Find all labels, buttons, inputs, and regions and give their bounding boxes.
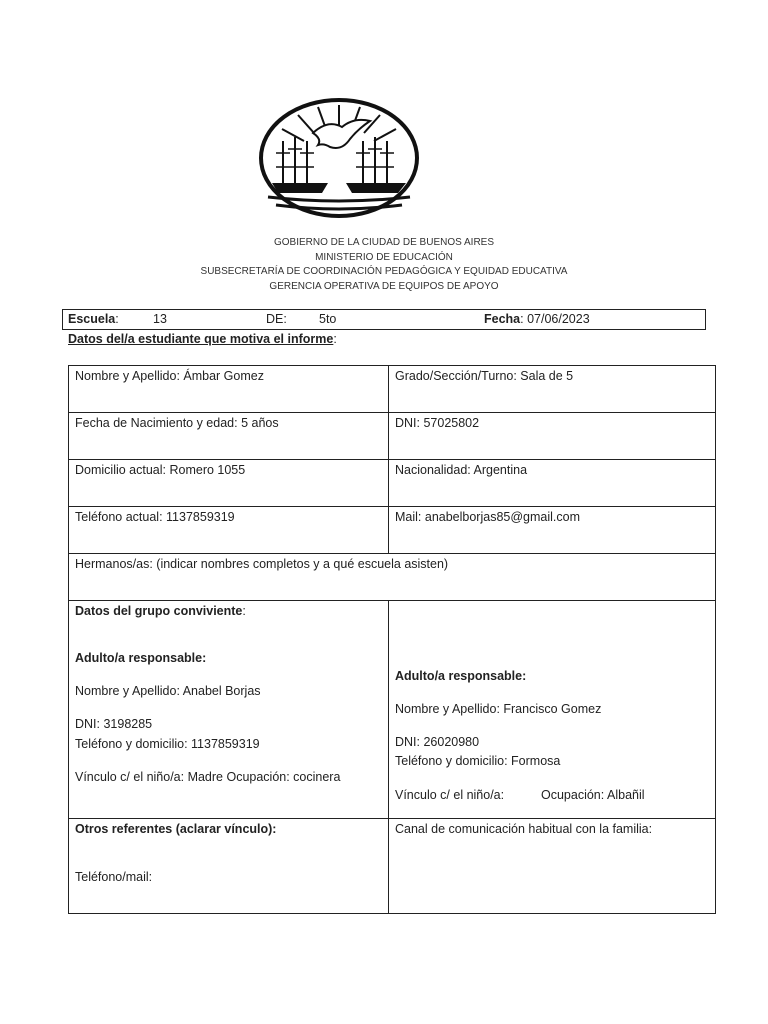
mail-text: Mail: anabelborjas85@gmail.com bbox=[395, 510, 580, 524]
school-info-box bbox=[62, 309, 706, 330]
table-row bbox=[69, 413, 716, 460]
group-title: Datos del grupo conviviente: bbox=[75, 604, 246, 618]
telefono-cell bbox=[69, 507, 389, 554]
group-title-text: Datos del grupo conviviente bbox=[75, 604, 243, 618]
student-data-table bbox=[68, 365, 716, 914]
dni-text: DNI: 57025802 bbox=[395, 416, 480, 430]
hermanos-cell bbox=[69, 554, 716, 601]
de-label: DE: bbox=[266, 312, 287, 326]
group-adult1-cell bbox=[69, 601, 389, 819]
coat-of-arms-icon bbox=[258, 97, 420, 219]
domicilio-cell bbox=[69, 460, 389, 507]
adult1-telefono: Teléfono y domicilio: 1137859319 bbox=[75, 737, 260, 751]
adult1-dni: DNI: 3198285 bbox=[75, 717, 153, 731]
otros-title: Otros referentes (aclarar vínculo): bbox=[75, 822, 277, 836]
nombre-cell bbox=[69, 366, 389, 413]
table-row bbox=[69, 366, 716, 413]
adult1-label: Adulto/a responsable: bbox=[75, 651, 207, 665]
adult2-nombre: Nombre y Apellido: Francisco Gomez bbox=[395, 702, 602, 716]
section-title: Datos del/a estudiante que motiva el informe: bbox=[68, 332, 337, 346]
domicilio-text: Domicilio actual: Romero 1055 bbox=[75, 463, 246, 477]
group-adult2-cell bbox=[389, 601, 716, 819]
nacimiento-text: Fecha de Nacimiento y edad: 5 años bbox=[75, 416, 279, 430]
escuela-label: Escuela bbox=[68, 312, 116, 326]
header-line-gerencia: GERENCIA OPERATIVA DE EQUIPOS DE APOYO bbox=[269, 280, 499, 292]
de-value: 5to bbox=[319, 312, 337, 326]
adult2-dni: DNI: 26020980 bbox=[395, 735, 480, 749]
fecha-field: Fecha: 07/06/2023 bbox=[484, 312, 590, 326]
header-line-ministerio: MINISTERIO DE EDUCACIÓN bbox=[315, 251, 453, 263]
grado-cell bbox=[389, 366, 716, 413]
section-title-text: Datos del/a estudiante que motiva el informe bbox=[68, 332, 334, 346]
nacionalidad-cell bbox=[389, 460, 716, 507]
mail-cell bbox=[389, 507, 716, 554]
hermanos-text: Hermanos/as: (indicar nombres completos y a qué escuela asisten) bbox=[75, 557, 449, 571]
adult1-vinculo: Vínculo c/ el niño/a: Madre Ocupación: cocinera bbox=[75, 770, 341, 784]
telefono-text: Teléfono actual: 1137859319 bbox=[75, 510, 235, 524]
grado-text: Grado/Sección/Turno: Sala de 5 bbox=[395, 369, 574, 383]
telefono-mail-label: Teléfono/mail: bbox=[75, 870, 153, 884]
table-row bbox=[69, 819, 716, 914]
table-row bbox=[69, 601, 716, 819]
nacionalidad-text: Nacionalidad: Argentina bbox=[395, 463, 528, 477]
header-line-subsecretaria: SUBSECRETARÍA DE COORDINACIÓN PEDAGÓGICA Y EQUIDAD EDUCATIVA bbox=[200, 266, 568, 277]
escuela-value: 13 bbox=[153, 312, 167, 326]
table-row bbox=[69, 507, 716, 554]
dni-cell bbox=[389, 413, 716, 460]
fecha-label: Fecha bbox=[484, 312, 521, 326]
canal-cell bbox=[389, 819, 716, 914]
otros-referentes-cell bbox=[69, 819, 389, 914]
table-row bbox=[69, 554, 716, 601]
fecha-value: 07/06/2023 bbox=[527, 312, 590, 326]
header-line-gobierno: GOBIERNO DE LA CIUDAD DE BUENOS AIRES bbox=[273, 237, 495, 248]
institution-header bbox=[0, 236, 768, 294]
canal-text: Canal de comunicación habitual con la familia: bbox=[395, 822, 653, 836]
adult1-nombre: Nombre y Apellido: Anabel Borjas bbox=[75, 684, 261, 698]
nombre-text: Nombre y Apellido: Ámbar Gomez bbox=[75, 369, 264, 383]
adult2-telefono: Teléfono y domicilio: Formosa bbox=[395, 754, 561, 768]
table-row bbox=[69, 460, 716, 507]
adult2-label: Adulto/a responsable: bbox=[395, 669, 527, 683]
nacimiento-cell bbox=[69, 413, 389, 460]
adult2-vinculo: Vínculo c/ el niño/a: bbox=[395, 788, 505, 802]
adult2-ocupacion: Ocupación: Albañil bbox=[541, 788, 645, 802]
escuela-field: Escuela: bbox=[68, 312, 119, 326]
